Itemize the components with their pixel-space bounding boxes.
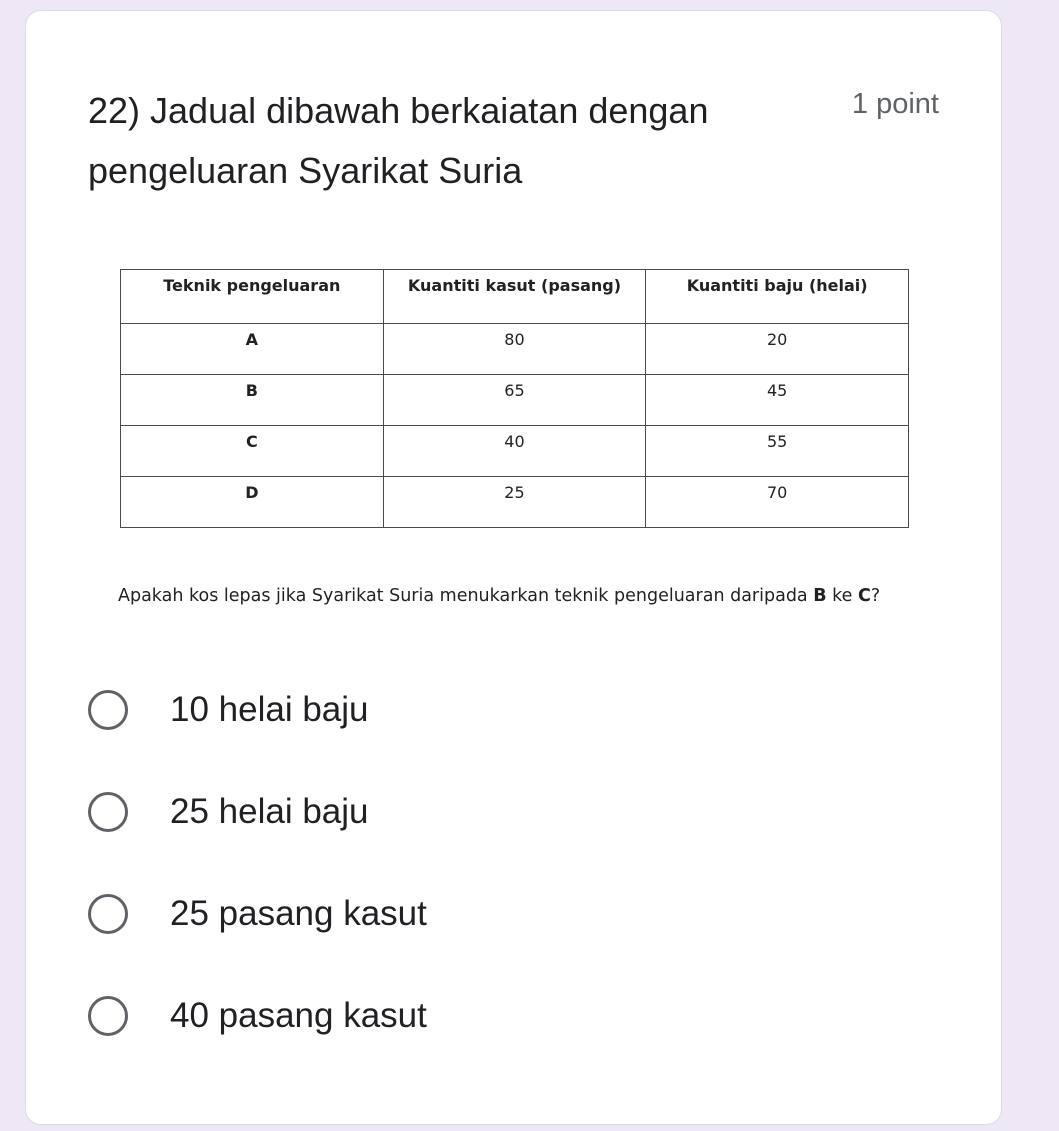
table-row — [121, 324, 909, 375]
question-title: 22) Jadual dibawah berkaiatan dengan pengeluaran Syarikat Suria — [88, 90, 709, 191]
option-25-helai-baju[interactable] — [88, 782, 688, 842]
option-10-helai-baju[interactable] — [88, 680, 688, 740]
production-table — [120, 269, 909, 528]
radio-button-icon[interactable] — [88, 894, 128, 934]
table-row — [121, 375, 909, 426]
option-25-pasang-kasut[interactable] — [88, 884, 688, 944]
technique-from: B — [813, 586, 827, 606]
technique-cell: D — [121, 477, 384, 528]
points-label: 1 point — [851, 88, 939, 120]
option-label[interactable]: 25 pasang kasut — [170, 894, 427, 933]
option-label[interactable]: 40 pasang kasut — [170, 996, 427, 1035]
sub-question-middle: ke — [826, 586, 858, 606]
question-card — [25, 10, 1002, 1125]
radio-button-icon[interactable] — [88, 792, 128, 832]
column-header: Kuantiti baju (helai) — [646, 270, 909, 324]
sub-question-before: Apakah kos lepas jika Syarikat Suria menukarkan teknik pengeluaran daripada — [118, 586, 814, 606]
technique-cell: B — [121, 375, 384, 426]
shoes-cell: 25 — [383, 477, 646, 528]
option-label[interactable]: 25 helai baju — [170, 792, 369, 831]
radio-button-icon[interactable] — [88, 690, 128, 730]
table-row — [121, 477, 909, 528]
sub-question-text — [118, 581, 918, 611]
shirts-cell: 70 — [646, 477, 909, 528]
shoes-cell: 80 — [383, 324, 646, 375]
shoes-cell: 40 — [383, 426, 646, 477]
technique-cell: C — [121, 426, 384, 477]
question-image — [108, 259, 924, 659]
column-header: Kuantiti kasut (pasang) — [383, 270, 646, 324]
table-header-row — [121, 270, 909, 324]
technique-to: C — [857, 586, 871, 606]
shirts-cell: 55 — [646, 426, 909, 477]
radio-button-icon[interactable] — [88, 996, 128, 1036]
option-40-pasang-kasut[interactable] — [88, 986, 688, 1046]
shirts-cell: 45 — [646, 375, 909, 426]
shoes-cell: 65 — [383, 375, 646, 426]
shirts-cell: 20 — [646, 324, 909, 375]
option-label[interactable]: 10 helai baju — [170, 690, 369, 729]
table-row — [121, 426, 909, 477]
sub-question-after: ? — [870, 586, 881, 606]
technique-cell: A — [121, 324, 384, 375]
column-header: Teknik pengeluaran — [121, 270, 384, 324]
